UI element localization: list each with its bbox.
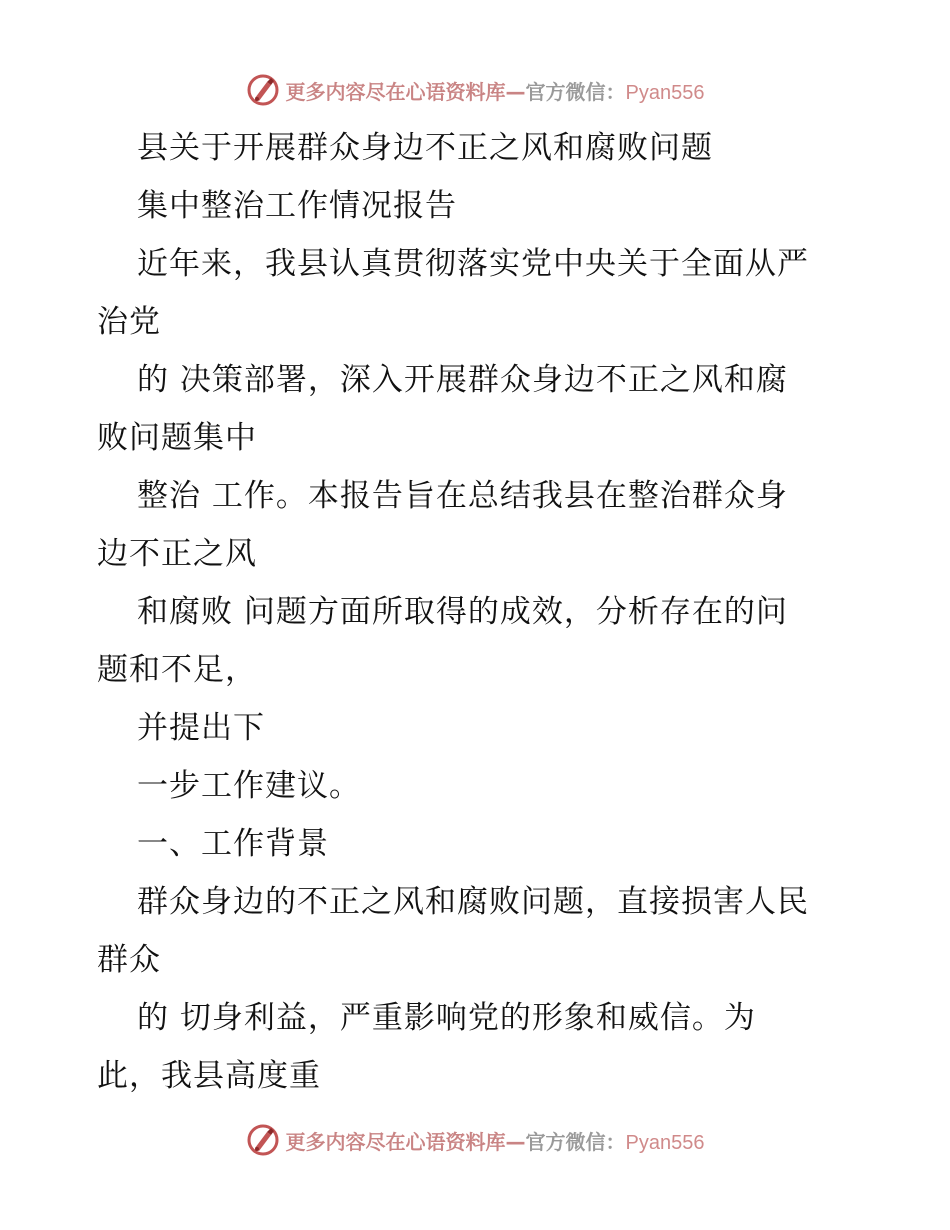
pen-logo-icon	[246, 1123, 280, 1157]
paragraph-line: 败问题集中	[97, 420, 257, 456]
watermark-dash: —	[505, 1129, 526, 1154]
watermark-wechat-id: Pyan556	[625, 1131, 705, 1154]
paragraph-line: 题和不足，	[97, 652, 257, 688]
doc-title-line-1: 县关于开展群众身边不正之风和腐败问题	[137, 130, 713, 166]
watermark-main: 更多内容尽在心语资料库	[285, 79, 506, 104]
watermark-main: 更多内容尽在心语资料库	[285, 1129, 506, 1154]
footer-watermark	[0, 1120, 950, 1160]
paragraph-line: 群众	[97, 942, 161, 978]
header-watermark	[0, 70, 950, 110]
paragraph-line: 群众身边的不正之风和腐败问题，直接损害人民	[137, 884, 809, 920]
paragraph-line: 的 决策部署，深入开展群众身边不正之风和腐	[137, 362, 788, 398]
doc-title-line-2: 集中整治工作情况报告	[137, 188, 457, 224]
paragraph-line: 边不正之风	[97, 536, 257, 572]
paragraph-line: 整治 工作。本报告旨在总结我县在整治群众身	[137, 478, 788, 514]
watermark-wechat-label: 官方微信：	[525, 79, 626, 104]
watermark-wechat-label: 官方微信：	[525, 1129, 626, 1154]
pen-logo-icon	[246, 73, 280, 107]
paragraph-line: 一步工作建议。	[137, 768, 361, 804]
paragraph-line: 的 切身利益，严重影响党的形象和威信。为	[137, 1000, 756, 1036]
paragraph-line: 近年来，我县认真贯彻落实党中央关于全面从严	[137, 246, 809, 282]
watermark-wechat-id: Pyan556	[625, 81, 705, 104]
paragraph-line: 并提出下	[137, 710, 265, 746]
watermark-text	[286, 76, 705, 105]
paragraph-line: 和腐败 问题方面所取得的成效，分析存在的问	[137, 594, 788, 630]
paragraph-line: 治党	[97, 304, 161, 340]
paragraph-line: 此，我县高度重	[97, 1058, 321, 1094]
watermark-text	[286, 1126, 705, 1155]
watermark-dash: —	[505, 79, 526, 104]
section-heading: 一、工作背景	[137, 826, 329, 862]
